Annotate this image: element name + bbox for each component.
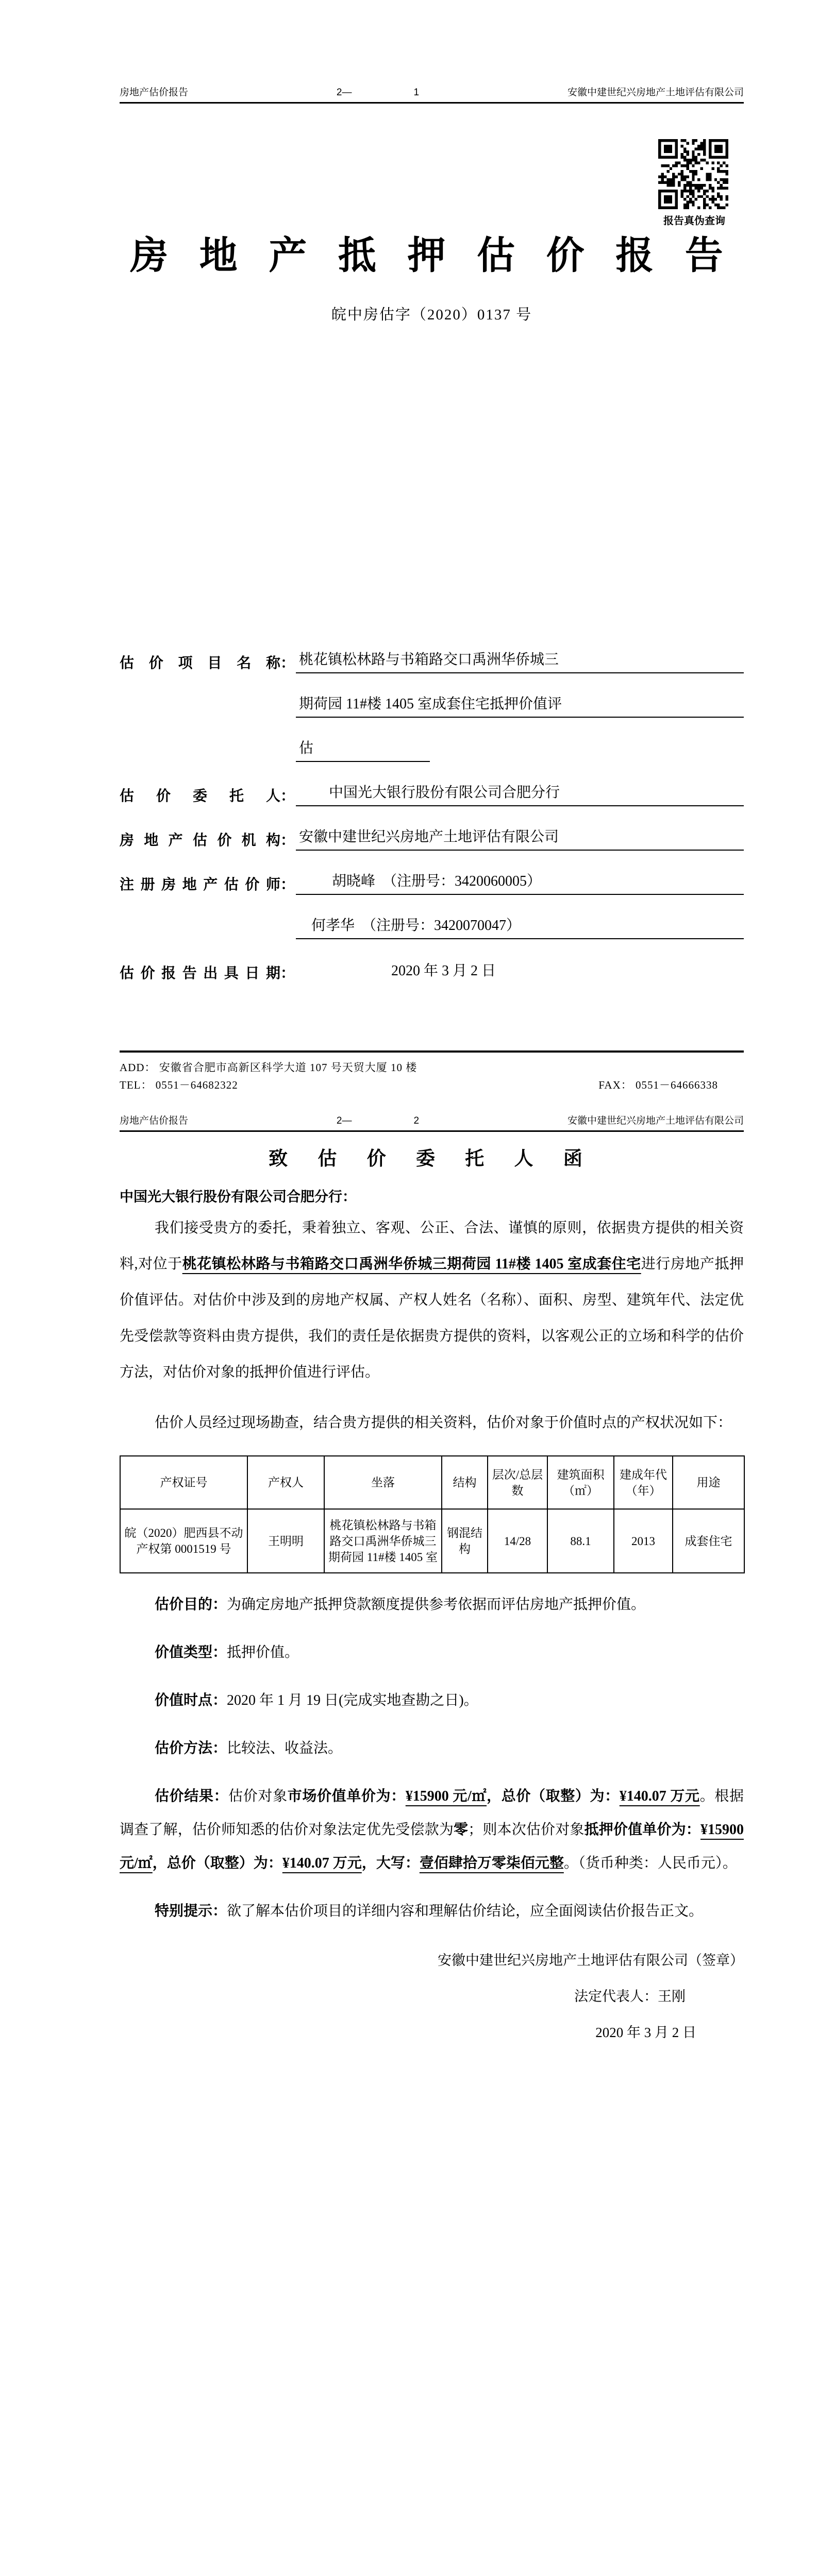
col-floor: 层次/总层数 bbox=[488, 1456, 547, 1509]
cell-area: 88.1 bbox=[547, 1509, 614, 1573]
item-method: 估价方法：比较法、收益法。 bbox=[155, 1740, 343, 1757]
cover-page bbox=[0, 0, 818, 1094]
cell-year-built: 2013 bbox=[614, 1509, 673, 1573]
cell-owner: 王明明 bbox=[247, 1509, 324, 1573]
letter-paragraph-1: 我们接受贵方的委托，秉着独立、客观、公正、合法、谨慎的原则，依据贵方提供的相关资料,对位于桃花镇松林路与书箱路交口禹洲华侨城三期荷园 11#楼 1405 室成套住宅进行房地产抵押价值评估。对估价中涉及到的房地产权属、产权人姓名（名称）、面积、房型、建筑年代、法定优先受偿款等资料由贵方提供，我们的责任是依据贵方提供的资料，以客观公正的立场和科学的估价方法，对估价对象的抵押价值进行评估。 bbox=[120, 1220, 744, 1381]
signature-company: 安徽中建世纪兴房地产土地评估有限公司（签章） bbox=[438, 1953, 744, 1969]
cell-location: 桃花镇松林路与书箱路交口禹洲华侨城三期荷园 11#楼 1405 室 bbox=[324, 1509, 442, 1573]
letter-salutation: 中国光大银行股份有限公司合肥分行： bbox=[120, 1189, 356, 1205]
field-value: 中国光大银行股份有限公司合肥分行 bbox=[296, 783, 744, 806]
field-agency: 房地产估价机构 ： 安徽中建世纪兴房地产土地评估有限公司 bbox=[120, 806, 744, 851]
field-project-name: 估 价 项 目 名 称 ： 桃花镇松林路与书箱路交口禹洲华侨城三 bbox=[120, 629, 744, 673]
field-label: 房地产估价机构 bbox=[120, 832, 280, 848]
letter-page bbox=[0, 1114, 818, 2051]
header-company-name: 安徽中建世纪兴房地产土地评估有限公司 bbox=[567, 1115, 744, 1126]
col-cert-number: 产权证号 bbox=[120, 1456, 247, 1509]
page-header bbox=[120, 1114, 744, 1132]
item-special-note: 特别提示：欲了解本估价项目的详细内容和理解估价结论，应全面阅读估价报告正文。 bbox=[155, 1903, 704, 1920]
field-project-name-line3 bbox=[120, 718, 744, 762]
col-structure: 结构 bbox=[442, 1456, 488, 1509]
header-page-number: 1 bbox=[413, 87, 420, 98]
table-row bbox=[120, 1509, 744, 1573]
letter-title: 致 估 价 委 托 人 函 bbox=[269, 1147, 595, 1169]
footer-fax: FAX： 0551－64666338 bbox=[598, 1078, 718, 1091]
qr-label: 报告真伪查询 bbox=[663, 215, 725, 227]
field-project-name-line2 bbox=[120, 673, 744, 718]
field-client: 估 价 委 托 人 ： 中国光大银行股份有限公司合肥分行 bbox=[120, 762, 744, 806]
item-value-type: 价值类型：抵押价值。 bbox=[155, 1644, 299, 1661]
amount-in-words: 壹佰肆拾万零柒佰元整 bbox=[419, 1855, 564, 1872]
signature-representative: 法定代表人：王刚 bbox=[574, 1989, 686, 2005]
footer-tel: TEL： 0551－64682322 bbox=[120, 1078, 238, 1091]
field-appraiser-2 bbox=[120, 895, 744, 939]
property-rights-table bbox=[120, 1455, 745, 1573]
field-value: 桃花镇松林路与书箱路交口禹洲华侨城三 bbox=[296, 650, 744, 673]
signature-block bbox=[120, 1942, 744, 2050]
field-value: 2020 年 3 月 2 日 bbox=[391, 962, 496, 979]
header-company-name: 安徽中建世纪兴房地产土地评估有限公司 bbox=[567, 87, 744, 98]
report-doc-number: 皖中房估字（2020）0137 号 bbox=[331, 306, 532, 323]
item-purpose: 估价目的：为确定房地产抵押贷款额度提供参考依据而评估房地产抵押价值。 bbox=[155, 1596, 646, 1613]
property-name-emphasis: 桃花镇松林路与书箱路交口禹洲华侨城三期荷园 11#楼 1405 室成套住宅 bbox=[182, 1256, 641, 1273]
field-value: 何孝华 （注册号：3420070047） bbox=[296, 916, 744, 939]
item-value-date: 价值时点：2020 年 1 月 19 日(完成实地查勘之日)。 bbox=[155, 1692, 478, 1709]
page-footer bbox=[120, 1050, 744, 1094]
unit-price-value: ¥15900 元/㎡ bbox=[405, 1788, 487, 1805]
field-appraiser-1: 注册房地产估价师 ： 胡晓峰 （注册号：3420060005） bbox=[120, 851, 744, 895]
field-label: 估价报告出具日期 bbox=[120, 964, 280, 981]
header-pagination: 2— bbox=[336, 1115, 352, 1126]
header-page-number: 2 bbox=[413, 1115, 420, 1126]
mortgage-total-price-value: ¥140.07 万元 bbox=[282, 1855, 362, 1872]
signature-date: 2020 年 3 月 2 日 bbox=[595, 2025, 696, 2041]
report-main-title: 房 地 产 抵 押 估 价 报 告 bbox=[130, 234, 733, 277]
header-pagination: 2— bbox=[336, 87, 352, 98]
field-value: 安徽中建世纪兴房地产土地评估有限公司 bbox=[296, 827, 744, 851]
cell-floor: 14/28 bbox=[488, 1509, 547, 1573]
cell-cert-number: 皖（2020）肥西县不动产权第 0001519 号 bbox=[120, 1509, 247, 1573]
mortgage-unit-price-value: ¥15900 元/㎡ bbox=[120, 1822, 744, 1872]
field-issue-date: 估价报告出具日期 ： 2020 年 3 月 2 日 bbox=[120, 939, 744, 984]
qr-code-icon bbox=[658, 139, 728, 209]
qr-verification-block bbox=[658, 139, 730, 227]
cell-structure: 钢混结构 bbox=[442, 1509, 488, 1573]
field-value: 估 bbox=[296, 738, 430, 762]
field-value: 胡晓峰 （注册号：3420060005） bbox=[296, 871, 744, 895]
field-value: 期荷园 11#楼 1405 室成套住宅抵押价值评 bbox=[296, 694, 744, 718]
cover-fields bbox=[120, 629, 744, 984]
col-use: 用途 bbox=[673, 1456, 744, 1509]
header-report-title: 房地产估价报告 bbox=[120, 1115, 189, 1126]
field-label: 估 价 委 托 人 bbox=[120, 787, 280, 804]
footer-address: ADD： 安徽省合肥市高新区科学大道 107 号天贸大厦 10 楼 bbox=[120, 1061, 418, 1074]
table-header-row bbox=[120, 1456, 744, 1509]
letter-paragraph-2: 估价人员经过现场勘查，结合贵方提供的相关资料，估价对象于价值时点的产权状况如下： bbox=[155, 1415, 732, 1431]
page-header bbox=[120, 0, 744, 104]
total-price-value: ¥140.07 万元 bbox=[619, 1788, 700, 1805]
appraisal-items bbox=[120, 1588, 744, 1928]
col-owner: 产权人 bbox=[247, 1456, 324, 1509]
item-result: 估价结果：估价对象市场价值单价为：¥15900 元/㎡，总价（取整）为：¥140.07 万元。根据调查了解，估价师知悉的估价对象法定优先受偿款为零；则本次估价对象抵押价值单价为：¥15900 元/㎡，总价（取整）为：¥140.07 万元，大写：壹佰肆拾万零柒佰元整。（货币种类：人民币元）。 bbox=[120, 1788, 744, 1872]
header-report-title: 房地产估价报告 bbox=[120, 87, 189, 98]
col-year-built: 建成年代（年） bbox=[614, 1456, 673, 1509]
col-area: 建筑面积（㎡） bbox=[547, 1456, 614, 1509]
field-label: 估 价 项 目 名 称 bbox=[120, 654, 280, 671]
cell-use: 成套住宅 bbox=[673, 1509, 744, 1573]
col-location: 坐落 bbox=[324, 1456, 442, 1509]
field-label: 注册房地产估价师 bbox=[120, 876, 280, 892]
